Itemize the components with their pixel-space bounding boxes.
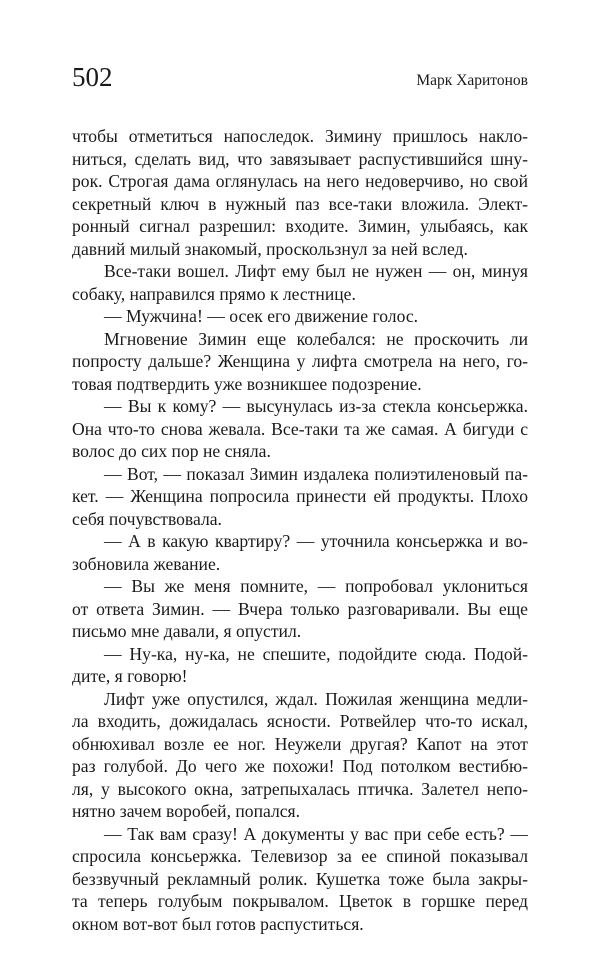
text-line: секретный ключ в нужный паз все-таки вложила. Элект- (72, 193, 528, 214)
text-line: зобновила жевание. (72, 553, 221, 574)
text-line: нятно зачем воробей, попался. (72, 801, 301, 821)
text-block (72, 125, 528, 935)
page-number: 502 (72, 62, 113, 92)
text-line: товая подтвердить уже возникшее подозрение. (72, 373, 422, 394)
text-line: от ответа Зимин. — Вчера только разговаривали. Вы еще (72, 598, 528, 619)
text-line: Мгновение Зимин еще колебался: не проскочить ли (104, 328, 528, 349)
text-line: ронный сигнал разрешил: входите. Зимин, улыбаясь, как (72, 216, 528, 236)
running-head: Марк Харитонов (416, 72, 528, 89)
text-line: окном вот-вот был готов распуститься. (72, 913, 364, 934)
text-line: беззвучный рекламный ролик. Кушетка тоже была закры- (72, 868, 528, 889)
text-line: себя почувствовала. (72, 508, 222, 529)
text-line: — А в какую квартиру? — уточнила консьержка и во- (104, 531, 528, 551)
text-line: — Ну-ка, ну-ка, не спешите, подойдите сюда. Подой- (104, 643, 528, 664)
text-line: та теперь голубым покрывалом. Цветок в горшке перед (72, 891, 528, 911)
text-line: спросила консьержка. Телевизор за ее спиной показывал (72, 846, 528, 866)
text-line: — Вы же меня помните, — попробовал уклониться (104, 576, 528, 596)
text-line: давний милый знакомый, проскользнул за ней вслед. (72, 238, 468, 259)
text-line: — Вы к кому? — высунулась из-за стекла консьержка. (104, 396, 528, 416)
text-line: волос до сих пор не сняла. (72, 441, 271, 461)
text-line: чтобы отметиться напоследок. Зимину пришлось накло- (72, 126, 528, 146)
text-line: Лифт уже опустился, ждал. Пожилая женщина медли- (104, 688, 528, 709)
text-line: ла входить, дожидалась ясности. Ротвейлер что-то искал, (72, 711, 528, 731)
text-line: ниться, сделать вид, что завязывает распустившийся шну- (72, 148, 528, 169)
text-line: рок. Строгая дама оглянулась на него недоверчиво, но свой (72, 171, 528, 191)
text-line: — Мужчина! — осек его движение голос. (104, 306, 419, 326)
text-line: Все-таки вошел. Лифт ему был не нужен — он, минуя (104, 261, 528, 281)
text-line: ля, у высокого окна, затрепыхалась птичка. Залетел непо- (72, 778, 528, 799)
text-line: попросту дальше? Женщина у лифта смотрела на него, го- (72, 351, 528, 371)
text-line: — Так вам сразу! А документы у вас при себе есть? — (104, 823, 528, 844)
text-line: дите, я говорю! (72, 666, 188, 686)
text-line: Она что-то снова жевала. Все-таки та же самая. А бигуди с (72, 418, 528, 439)
text-line: — Вот, — показал Зимин издалека полиэтиленовый па- (104, 463, 528, 484)
text-line: собаку, направился прямо к лестнице. (72, 283, 356, 304)
text-line: обнюхивал возле ее ног. Неужели другая? Капот на этот (72, 733, 528, 754)
text-line: кет. — Женщина попросила принести ей продукты. Плохо (72, 486, 528, 506)
text-line: письмо мне давали, я опустил. (72, 621, 302, 641)
text-line: раз голубой. До чего же похожи! Под потолком вестибю- (72, 756, 528, 776)
